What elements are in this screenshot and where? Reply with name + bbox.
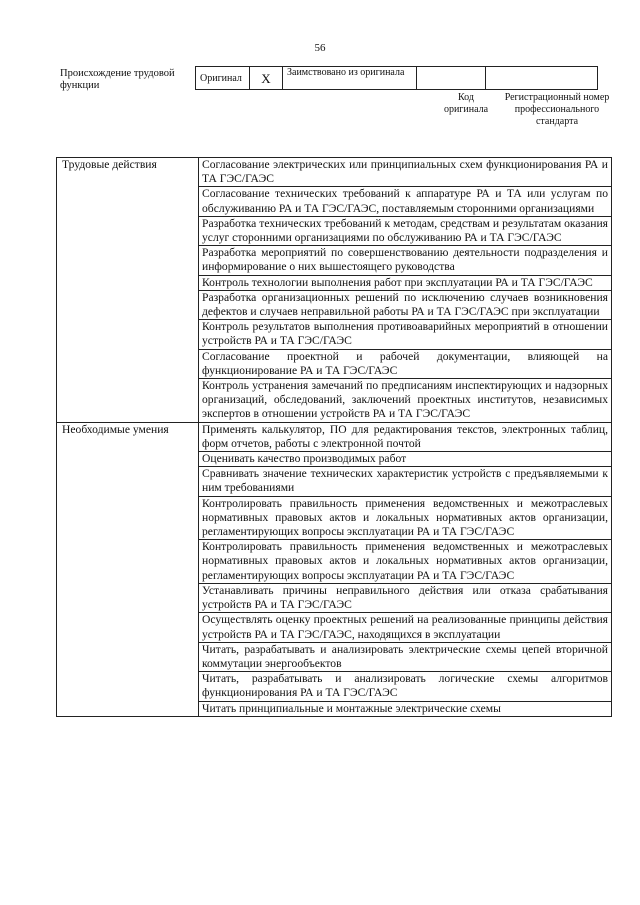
table-cell: Читать, разрабатывать и анализировать логические схемы алгоритмов функционирования РА и ТА ГЭС/ГАЭС	[199, 672, 612, 701]
table-cell: Контролировать правильность применения ведомственных и межотраслевых нормативных правовых актов и локальных нормативных актов организации, регламентирующих вопросы эксплуатации РА и ТА ГЭС/ГАЭС	[199, 496, 612, 540]
page-number: 56	[314, 42, 326, 54]
borrowed-cell: Заимствовано из оригинала	[283, 67, 417, 90]
table-cell: Разработка технических требований к методам, средствам и результатам оказания услуг сторонними организациями по обслуживанию РА и ТА ГЭС/ГАЭС	[199, 216, 612, 245]
table-cell: Оценивать качество производимых работ	[199, 452, 612, 467]
table-cell: Контроль устранения замечаний по предписаниям инспектирующих и надзорных организаций, обследований, заключений проектных институтов, независимых экспертов в отношении устройств РА и ТА ГЭС/ГАЭС	[199, 379, 612, 423]
table-row	[57, 158, 612, 187]
table-cell: Устанавливать причины неправильного действия или отказа срабатывания устройств РА и ТА ГЭС/ГАЭС	[199, 583, 612, 612]
original-cell: Оригинал	[196, 67, 250, 90]
table-cell: Сравнивать значение технических характеристик устройств с предъявляемыми к ним требованиями	[199, 467, 612, 496]
code-label: Код оригинала	[443, 92, 489, 115]
original-mark: X	[250, 67, 283, 90]
table-cell: Контролировать правильность применения ведомственных и межотраслевых нормативных правовых актов и локальных нормативных актов организации, регламентирующих вопросы эксплуатации РА и ТА ГЭС/ГАЭС	[199, 540, 612, 584]
table-cell: Читать принципиальные и монтажные электрические схемы	[199, 701, 612, 716]
table-cell: Разработка организационных решений по исключению случаев возникновения дефектов и случаев неправильной работы РА и ТА ГЭС/ГАЭС при эксплуатации	[199, 290, 612, 319]
function-table	[56, 157, 612, 717]
section-label: Необходимые умения	[57, 422, 199, 716]
table-row	[57, 422, 612, 451]
table-cell: Согласование электрических или принципиальных схем функционирования РА и ТА ГЭС/ГАЭС	[199, 158, 612, 187]
table-cell: Осуществлять оценку проектных решений на реализованные принципы действия устройств РА и ТА ГЭС/ГАЭС, находящихся в эксплуатации	[199, 613, 612, 642]
origin-label: Происхождение трудовой функции	[60, 68, 175, 91]
table-cell: Контроль технологии выполнения работ при эксплуатации РА и ТА ГЭС/ГАЭС	[199, 275, 612, 290]
reg-number-cell	[486, 67, 598, 90]
table-cell: Читать, разрабатывать и анализировать электрические схемы цепей вторичной коммутации энергообъектов	[199, 642, 612, 671]
table-cell: Применять калькулятор, ПО для редактирования текстов, электронных таблиц, форм отчетов, работы с электронной почтой	[199, 422, 612, 451]
table-cell: Согласование проектной и рабочей документации, влияющей на функционирование РА и ТА ГЭС/ГАЭС	[199, 349, 612, 378]
code-cell	[417, 67, 486, 90]
section-label: Трудовые действия	[57, 158, 199, 423]
table-cell: Согласование технических требований к аппаратуре РА и ТА или услугам по обслуживанию РА и ТА ГЭС/ГАЭС, поставляемым сторонними организациями	[199, 187, 612, 216]
origin-table	[195, 66, 598, 90]
reg-number-label: Регистрационный номер профессионального стандарта	[504, 92, 610, 127]
table-cell: Разработка мероприятий по совершенствованию деятельности подразделения и информирование о них вышестоящего руководства	[199, 246, 612, 275]
table-cell: Контроль результатов выполнения противоаварийных мероприятий в отношении устройств РА и ТА ГЭС/ГАЭС	[199, 320, 612, 349]
